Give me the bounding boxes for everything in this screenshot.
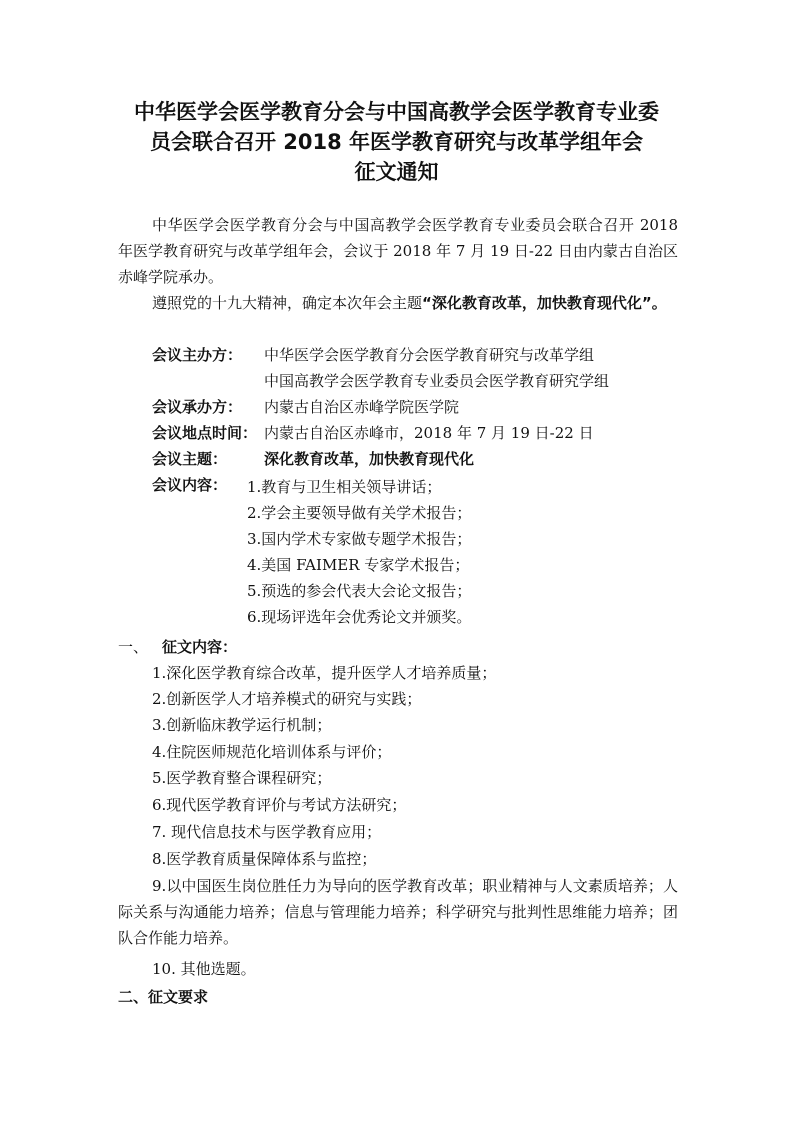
content-item: 2.学会主要领导做有关学术报告； [247,504,472,522]
topic-item: 3.创新临床教学运行机制； [152,716,332,734]
theme-label: 会议主题： [152,450,228,468]
section-1-heading [118,634,237,660]
title-line-1: 中华医学会医学教育分会与中国高教学会医学教育专业委 [134,100,659,124]
section-2-heading: 二、征文要求 [118,988,209,1006]
venue-row [152,420,594,446]
content-item: 5.预选的参会代表大会论文报告； [247,582,472,600]
topic-item: 4.住院医师规范化培训体系与评价； [152,743,392,761]
content-item: 6.现场评选年会优秀论文并颁奖。 [247,608,472,626]
host-row [152,394,459,420]
theme-value: 深化教育改革，加快教育现代化 [264,450,475,468]
content-label: 会议内容： [152,476,228,494]
title-line-3: 征文通知 [354,160,439,184]
section-1-title: 征文内容： [162,638,238,656]
topic-item: 9.以中国医生岗位胜任力为导向的医学教育改革；职业精神与人文素质培养；人际关系与沟通能力培养；信息与管理能力培养；科学研究与批判性思维能力培养；团队合作能力培养。 [118,877,678,947]
organizer-value-2: 中国高教学会医学教育专业委员会医学教育研究学组 [264,372,610,390]
host-value: 内蒙古自治区赤峰学院医学院 [264,398,460,416]
topic-item: 6.现代医学教育评价与考试方法研究； [152,796,407,814]
venue-value: 内蒙古自治区赤峰市，2018 年 7 月 19 日-22 日 [264,424,594,442]
topic-item: 10. 其他选题。 [152,960,256,978]
theme-emphasis: “深化教育改革，加快教育现代化”。 [422,294,667,312]
organizer-value-1: 中华医学会医学教育分会医学教育研究与改革学组 [264,346,595,364]
section-1-number: 一、 [118,638,149,656]
organizer-row-2 [152,368,609,394]
organizer-row [152,342,594,368]
venue-label: 会议地点时间： [152,424,258,442]
topic-item: 7. 现代信息技术与医学教育应用； [152,823,382,841]
theme-row [152,446,474,472]
title-line-2: 员会联合召开 2018 年医学教育研究与改革学组年会 [149,130,644,154]
host-label: 会议承办方： [152,398,243,416]
content-item: 3.国内学术专家做专题学术报告； [247,530,472,548]
topic-item: 5.医学教育整合课程研究； [152,769,332,787]
organizer-label: 会议主办方： [152,346,243,364]
theme-paragraph [118,290,678,316]
theme-lead: 遵照党的十九大精神，确定本次年会主题 [152,294,423,312]
content-item: 4.美国 FAIMER 专家学术报告； [247,556,470,574]
content-item: 1.教育与卫生相关领导讲话； [247,478,442,496]
topic-item: 1.深化医学教育综合改革，提升医学人才培养质量； [152,664,497,682]
topic-item: 2.创新医学人才培养模式的研究与实践； [152,690,422,708]
intro-paragraph: 中华医学会医学教育分会与中国高教学会医学教育专业委员会联合召开 2018 年医学教育研究与改革学组年会，会议于 2018 年 7 月 19 日-22 日由内蒙古自治区赤峰学院承办。 [118,216,678,286]
topic-item: 8.医学教育质量保障体系与监控； [152,850,377,868]
